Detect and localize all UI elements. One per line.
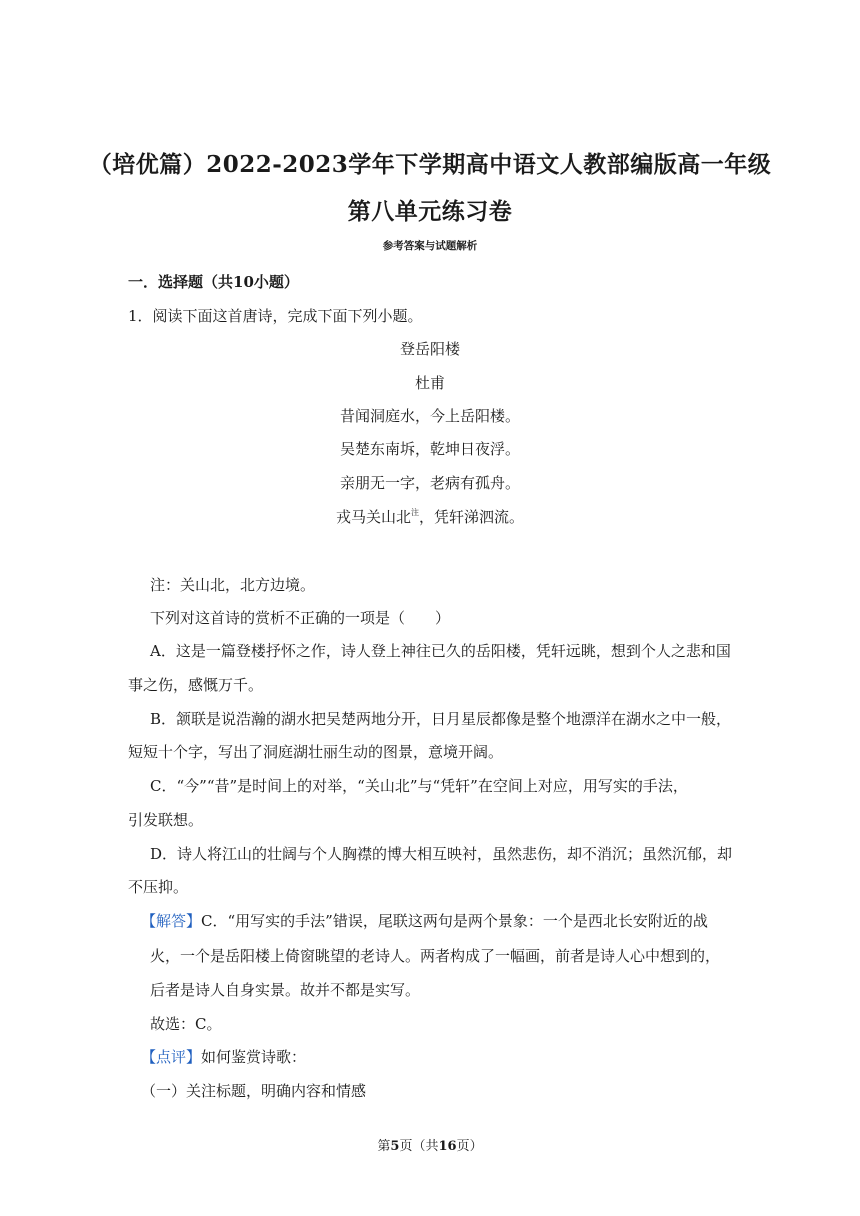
poem-title: 登岳阳楼 — [399, 340, 460, 358]
poem-line-last — [0, 507, 860, 527]
answer-line2: 火，一个是岳阳楼上倚窗眺望的老诗人。两者构成了一幅画，前者是诗人心中想到的， — [150, 947, 721, 965]
option-a-line1: A．这是一篇登楼抒怀之作，诗人登上神往已久的岳阳楼，凭轩远眺，想到个人之悲和国 — [150, 642, 731, 660]
option-c-line1: C．“今”“昔”是时间上的对举，“关山北”与“凭轩”在空间上对应，用写实的手法， — [150, 777, 688, 795]
footer-total-pages: 16 — [438, 1139, 457, 1154]
answer-line3: 后者是诗人自身实景。故并不都是实写。 — [150, 981, 421, 999]
footer-page-number: 5 — [390, 1139, 400, 1154]
answer-line1 — [141, 911, 708, 931]
document-subtitle: 参考答案与试题解析 — [382, 240, 478, 252]
poem-line-part: 戎马关山北 — [335, 508, 411, 526]
poem-author: 杜甫 — [414, 374, 445, 392]
comment-text: 如何鉴赏诗歌： — [201, 1048, 307, 1066]
document-title-line2: 第八单元练习卷 — [347, 198, 513, 225]
option-d-line1: D．诗人将江山的壮阔与个人胸襟的博大相互映衬，虽然悲伤，却不消沉；虽然沉郁，却 — [150, 845, 733, 863]
question-intro: 1．阅读下面这首唐诗，完成下面下列小题。 — [128, 307, 423, 325]
poem-note: 注：关山北，北方边境。 — [150, 576, 316, 594]
poem-line: 吴楚东南坼，乾坤日夜浮。 — [339, 440, 520, 458]
option-a-line2: 事之伤，感慨万千。 — [128, 676, 264, 694]
section-heading: 一．选择题（共10小题） — [128, 273, 299, 291]
page-footer — [0, 1135, 860, 1154]
answer-tag: 【解答】 — [141, 912, 202, 930]
option-b-line1: B．颔联是说浩瀚的湖水把吴楚两地分开，日月星辰都像是整个地漂洋在湖水之中一般， — [150, 710, 732, 728]
note-marker: 注 — [411, 508, 419, 517]
comment-line — [141, 1047, 306, 1067]
footer-text: 第 — [377, 1139, 391, 1154]
question-stem: 下列对这首诗的赏析不正确的一项是（ ） — [150, 609, 451, 627]
document-title-line1: （培优篇）2022-2023学年下学期高中语文人教部编版高一年级 — [88, 151, 772, 178]
footer-text: 页（共 — [399, 1139, 439, 1154]
option-b-line2: 短短十个字，写出了洞庭湖壮丽生动的图景，意境开阔。 — [128, 743, 504, 761]
answer-text: C．“用写实的手法”错误，尾联这两句是两个景象：一个是西北长安附近的战 — [201, 912, 708, 930]
option-c-line2: 引发联想。 — [128, 811, 204, 829]
answer-choice: 故选：C。 — [150, 1015, 222, 1033]
poem-line: 昔闻洞庭水，今上岳阳楼。 — [339, 407, 520, 425]
poem-line-part: ，凭轩涕泗流。 — [419, 508, 525, 526]
poem-line: 亲朋无一字，老病有孤舟。 — [339, 474, 520, 492]
option-d-line2: 不压抑。 — [128, 878, 189, 896]
footer-text: 页） — [456, 1139, 483, 1154]
comment-point1: （一）关注标题，明确内容和情感 — [141, 1082, 367, 1100]
comment-tag: 【点评】 — [141, 1048, 202, 1066]
